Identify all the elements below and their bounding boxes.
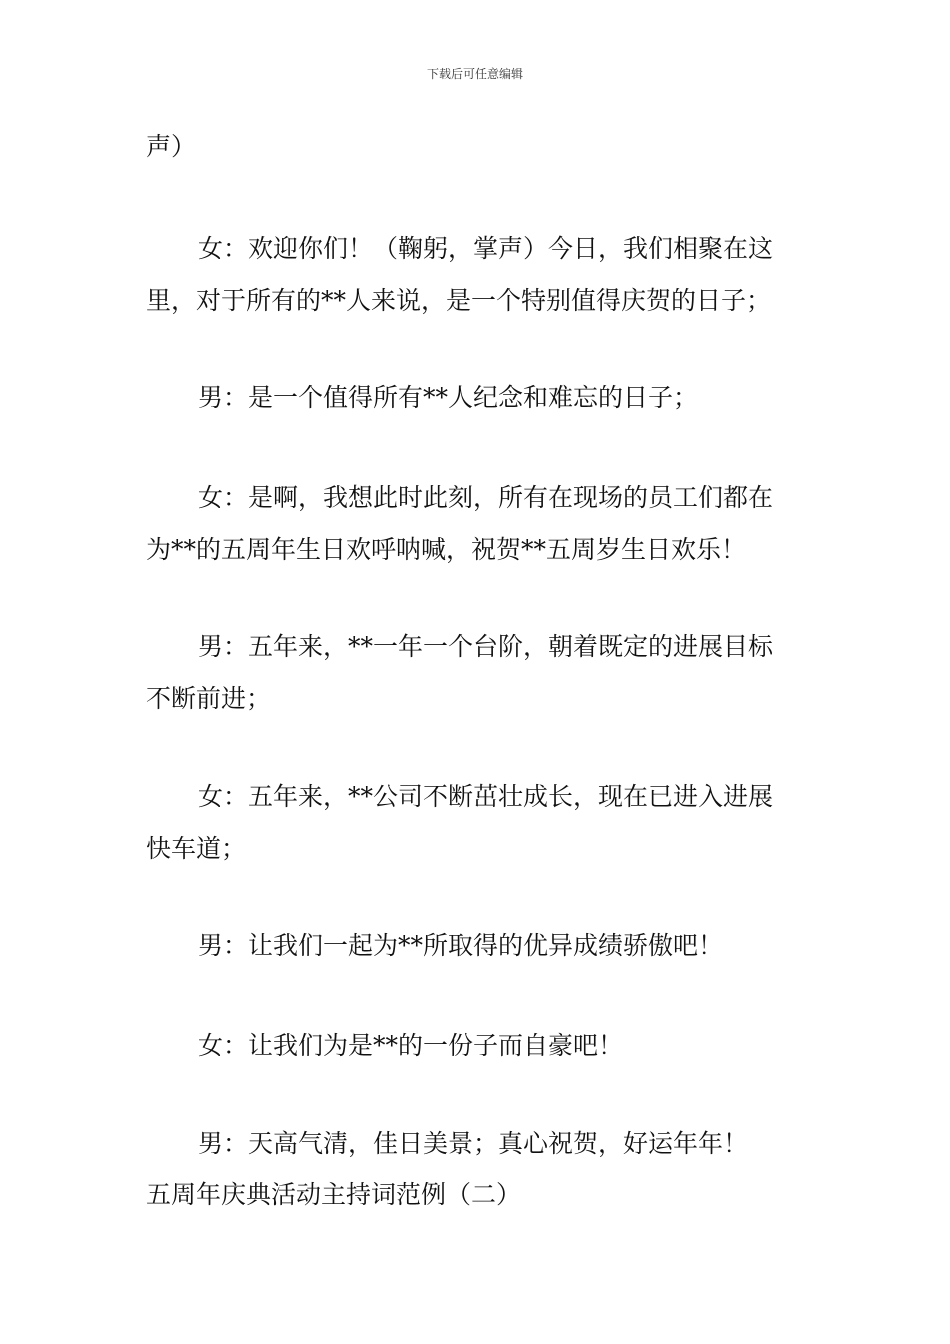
text-line-continuation: 声） [146,132,197,161]
section-heading: 五周年庆典活动主持词范例（二） [146,1180,522,1209]
dialogue-line-male-2-cont: 不断前进； [146,684,272,713]
dialogue-line-male-2: 男：五年来，**一年一个台阶，朝着既定的进展目标 [198,632,774,661]
dialogue-line-female-2: 女：是啊，我想此时此刻，所有在现场的员工们都在 [198,483,774,512]
page-header: 下载后可任意编辑 [426,67,523,81]
dialogue-line-female-2-cont: 为**的五周年生日欢呼呐喊，祝贺**五周岁生日欢乐！ [146,535,747,564]
dialogue-line-female-3-cont: 快车道； [146,834,247,863]
dialogue-line-female-1-cont: 里，对于所有的**人来说，是一个特别值得庆贺的日子； [146,286,772,315]
dialogue-line-female-3: 女：五年来，**公司不断茁壮成长，现在已进入进展 [198,782,774,811]
dialogue-line-male-3: 男：让我们一起为**所取得的优异成绩骄傲吧！ [198,931,724,960]
dialogue-line-female-1: 女：欢迎你们！（鞠躬，掌声）今日，我们相聚在这 [198,234,774,263]
dialogue-line-female-4: 女：让我们为是**的一份子而自豪吧！ [198,1031,624,1060]
dialogue-line-male-1: 男：是一个值得所有**人纪念和难忘的日子； [198,383,699,412]
dialogue-line-male-4: 男：天高气清，佳日美景；真心祝贺，好运年年！ [198,1129,749,1158]
